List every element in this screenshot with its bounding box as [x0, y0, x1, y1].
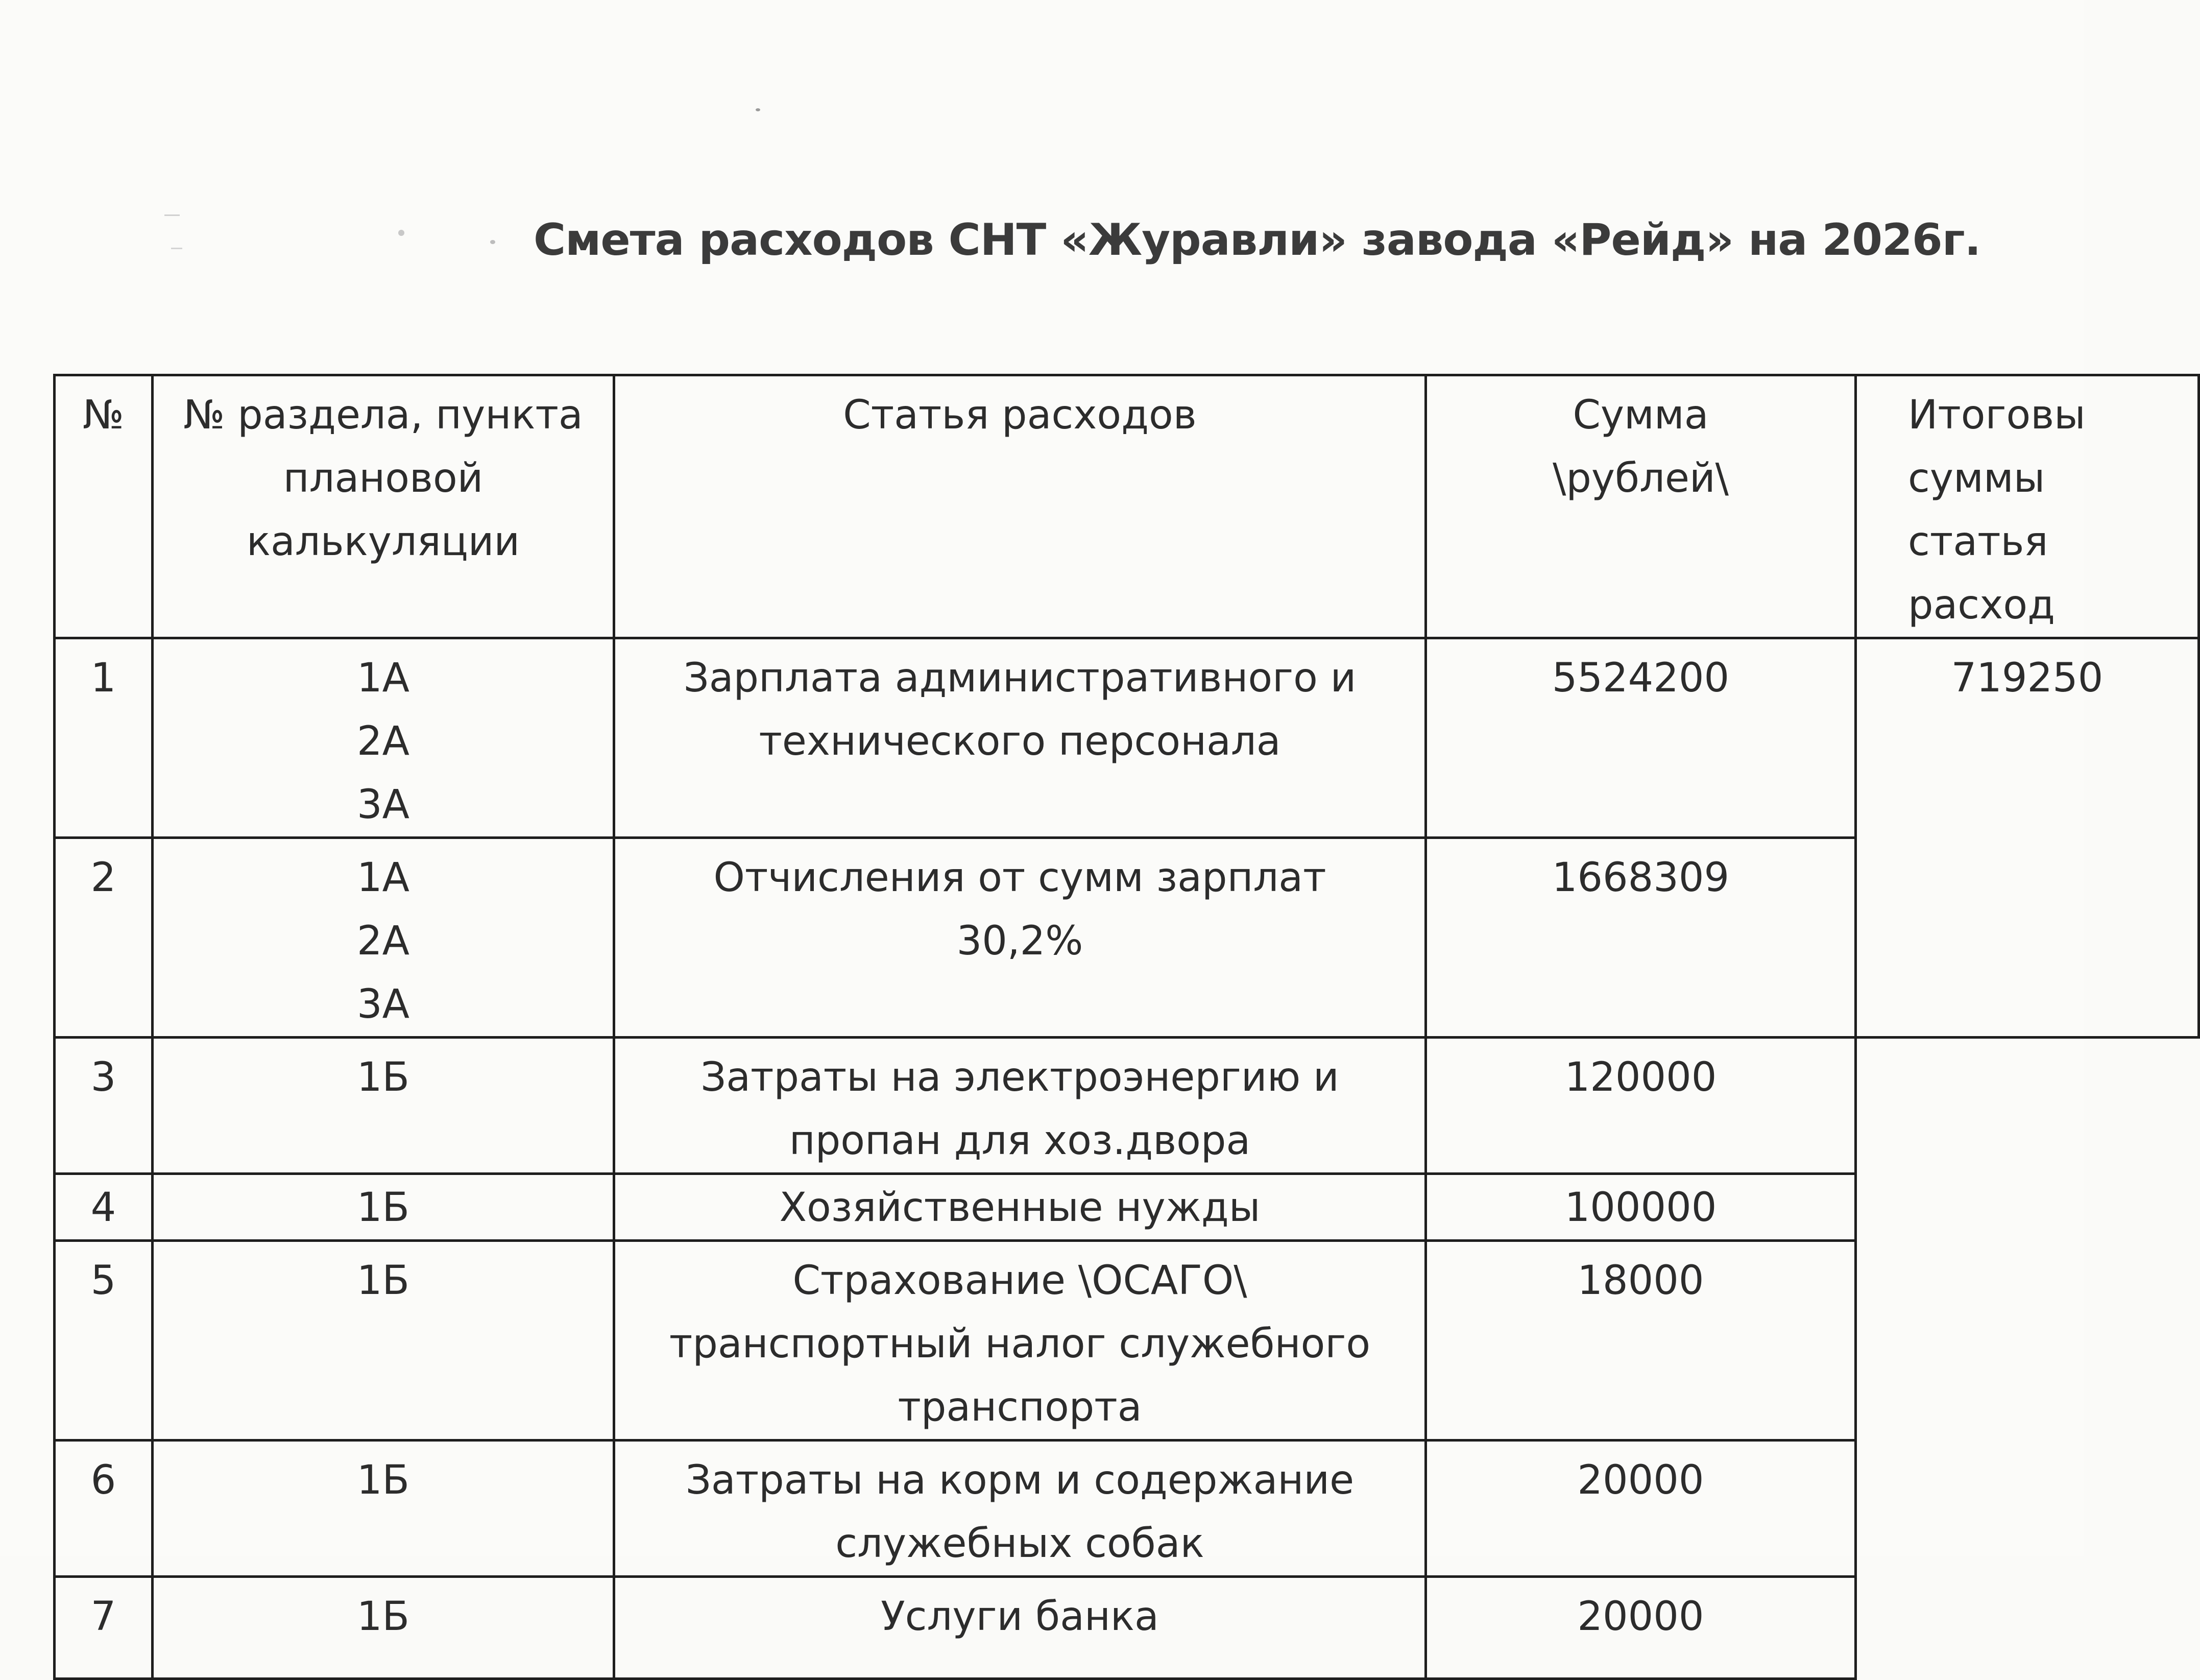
total-cell-empty [1856, 1038, 2199, 1679]
row-article: Услуги банка [614, 1577, 1426, 1679]
row-section: 1Б [153, 1038, 614, 1174]
document-title: Смета расходов СНТ «Журавли» завода «Рейд» на 2026г. [534, 214, 1981, 266]
scan-speck [171, 248, 182, 249]
row-section: 1Б [153, 1174, 614, 1241]
row-amount: 18000 [1426, 1241, 1856, 1441]
row-num: 1 [55, 638, 153, 838]
row-num: 2 [55, 838, 153, 1038]
row-article: Зарплата административного и технического персонала [614, 638, 1426, 838]
row-amount: 5524200 [1426, 638, 1856, 838]
row-section: 1Б [153, 1577, 614, 1679]
group-total: 719250 [1856, 638, 2199, 1038]
table-header-row [55, 375, 2199, 638]
section-code: 3А [357, 981, 409, 1027]
row-section: 1Б [153, 1241, 614, 1441]
row-article: Отчисления от сумм зарплат 30,2% [614, 838, 1426, 1038]
row-amount: 100000 [1426, 1174, 1856, 1241]
budget-table [53, 374, 2200, 1680]
row-article: Затраты на корм и содержание служебных собак [614, 1441, 1426, 1577]
row-amount: 20000 [1426, 1441, 1856, 1577]
row-num: 7 [55, 1577, 153, 1679]
scan-speck [756, 108, 760, 111]
section-code: 2А [357, 918, 409, 964]
scan-speck [490, 240, 495, 244]
row-num: 3 [55, 1038, 153, 1174]
section-code: 1А [357, 655, 409, 701]
header-num: № [55, 375, 153, 638]
row-num: 5 [55, 1241, 153, 1441]
section-code: 3А [357, 782, 409, 828]
section-code: 2А [357, 718, 409, 764]
header-amount: Сумма \рублей\ [1426, 375, 1856, 638]
scan-speck [164, 214, 180, 216]
header-section: № раздела, пункта плановой калькуляции [153, 375, 614, 638]
row-amount: 20000 [1426, 1577, 1856, 1679]
row-amount: 120000 [1426, 1038, 1856, 1174]
row-article: Хозяйственные нужды [614, 1174, 1426, 1241]
section-code: 1А [357, 855, 409, 901]
row-amount: 1668309 [1426, 838, 1856, 1038]
row-num: 4 [55, 1174, 153, 1241]
row-section [153, 838, 614, 1038]
row-num: 6 [55, 1441, 153, 1577]
row-section [153, 638, 614, 838]
table-row [55, 1038, 2199, 1174]
row-article: Затраты на электроэнергию и пропан для хоз.двора [614, 1038, 1426, 1174]
header-article: Статья расходов [614, 375, 1426, 638]
header-total: Итоговы суммы статья расход [1856, 375, 2199, 638]
row-section: 1Б [153, 1441, 614, 1577]
row-article: Страхование \ОСАГО\ транспортный налог служебного транспорта [614, 1241, 1426, 1441]
scan-speck [398, 230, 404, 236]
table-row [55, 638, 2199, 838]
